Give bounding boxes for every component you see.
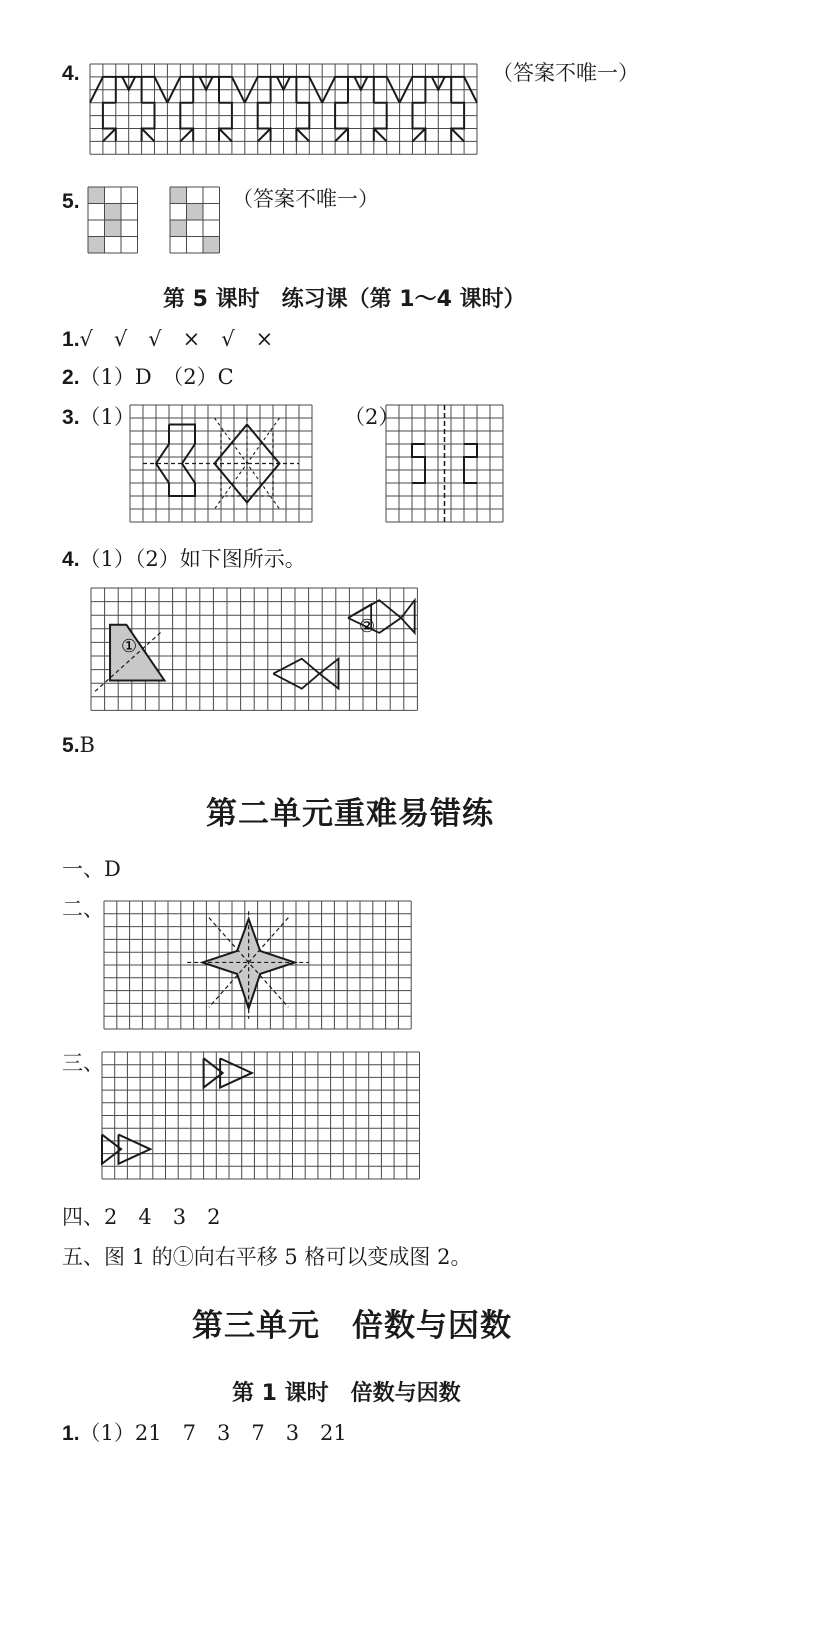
u3-q1: 1.（1）21 7 3 7 3 21	[62, 1421, 347, 1445]
item-4-note: （答案不唯一）	[492, 61, 639, 85]
l5-q2: 2.（1）D （2）C	[62, 365, 234, 389]
pattern-foot	[296, 129, 309, 142]
u2-san: 三、	[62, 1051, 104, 1075]
pattern-foot	[413, 129, 426, 142]
l5-q3-grid-1	[130, 405, 314, 523]
shaded-cell	[187, 204, 204, 221]
pattern-foot	[142, 129, 155, 142]
shaded-cell	[105, 220, 122, 237]
pattern-foot	[258, 129, 271, 142]
pattern-foot	[180, 129, 193, 142]
lesson-5-title: 第 5 课时 练习课（第 1～4 课时）	[163, 287, 526, 312]
u2-yi: 一、D	[62, 857, 121, 881]
shaded-cell	[203, 237, 220, 254]
l5-q3-part2-label: （2）	[344, 405, 400, 429]
shaded-cell	[88, 237, 105, 254]
shaded-cell	[105, 204, 122, 221]
l5-q4: 4.（1）（2）如下图所示。	[62, 547, 306, 571]
u2-er: 二、	[62, 897, 104, 921]
shape-outline	[156, 425, 195, 497]
item-5-shaded-grid-a	[88, 187, 140, 255]
item-5-shaded-grid-b	[170, 187, 222, 255]
l5-q5: 5.B	[62, 733, 95, 757]
figure-1	[110, 625, 164, 681]
figure-label-2: ②	[359, 616, 376, 637]
pattern-foot	[335, 129, 348, 142]
u2-er-star-grid	[104, 901, 411, 1027]
unit-3-title: 第三单元 倍数与因数	[192, 1308, 512, 1344]
l5-q3-grid-2	[386, 405, 504, 523]
item-5-number: 5.	[62, 190, 80, 213]
u2-si: 四、2 4 3 2	[62, 1205, 221, 1229]
shaded-cell	[170, 220, 187, 237]
u2-wu: 五、图 1 的①向右平移 5 格可以变成图 2。	[62, 1245, 472, 1269]
left-shape	[412, 444, 425, 483]
arrow-large	[119, 1135, 151, 1164]
pattern-foot	[451, 129, 464, 142]
item-5-note: （答案不唯一）	[232, 187, 379, 211]
l5-q3: 3.（1）	[62, 405, 135, 429]
figure-label-1: ①	[121, 636, 138, 657]
u2-san-arrow-grid	[102, 1052, 424, 1180]
l5-q1: 1.√ √ √ × √ ×	[62, 327, 274, 351]
right-shape	[464, 444, 477, 483]
unit-3-lesson-1-title: 第 1 课时 倍数与因数	[232, 1381, 461, 1406]
arrow-large	[220, 1058, 252, 1087]
unit-2-review-title: 第二单元重难易错练	[206, 796, 494, 832]
pattern-foot	[374, 129, 387, 142]
item-4-pattern-grid	[90, 64, 478, 163]
figure-2-tail	[401, 600, 415, 633]
pattern-foot	[103, 129, 116, 142]
item-4-number: 4.	[62, 62, 80, 85]
l5-q4-grid	[91, 588, 417, 711]
shaded-cell	[170, 187, 187, 204]
pattern-foot	[219, 129, 232, 142]
figure-translated	[273, 659, 319, 689]
shaded-cell	[88, 187, 105, 204]
